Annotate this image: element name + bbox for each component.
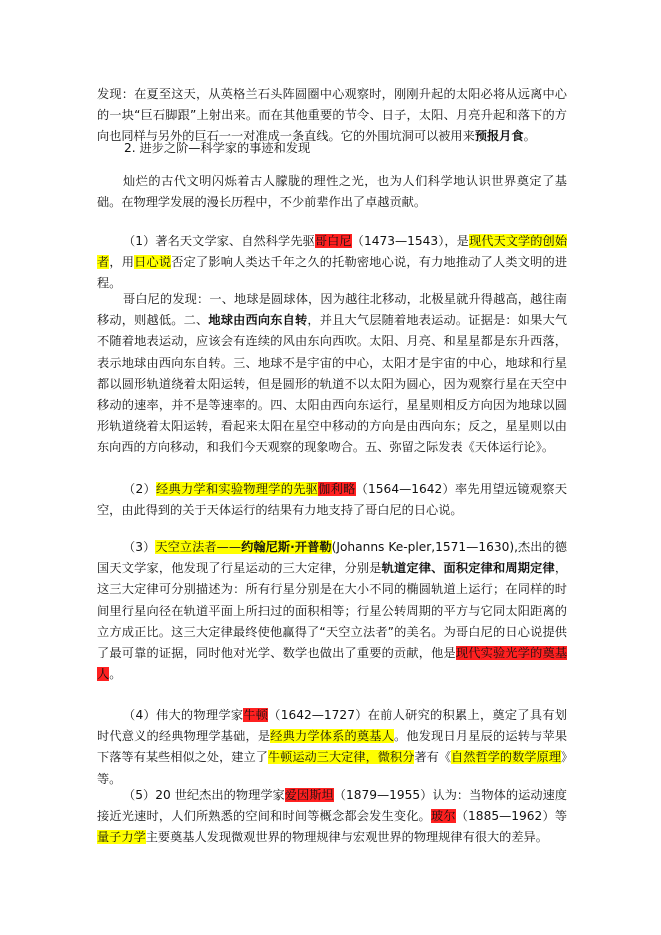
text: （1）著名天文学家、自然科学先驱 bbox=[123, 234, 315, 248]
paragraph-intro: 灿烂的古代文明闪烁着古人朦胧的理性之光，也为人们科学地认识世界奠定了基础。在物理学发展的漫长历程中，不少前辈作出了卓越贡献。 bbox=[97, 174, 567, 210]
text: 否定了影响人类达千年之久的托勒密地心说，有力地推动了人类文明的进程。 bbox=[97, 255, 568, 291]
highlight-red: 牛顿 bbox=[243, 708, 269, 722]
bold-text: 地球由西向东自转 bbox=[208, 313, 308, 328]
text: (Johanns Ke-pler,1571—1630),杰出的德国天文学家，他发现了行星运动的三大定律，分别是 bbox=[97, 540, 567, 576]
highlight-yellow: 量子力学 bbox=[97, 830, 146, 845]
highlight-yellow: 自然哲学的数学原理 bbox=[451, 750, 561, 765]
text: （1885—1962）等 bbox=[455, 809, 568, 824]
text: 著有《 bbox=[414, 750, 452, 765]
paragraph-galileo bbox=[97, 479, 567, 521]
text: （1879—1955）认为：当物体的运动速度接近光速时，人们所熟悉的空间和时间等概念都会发生变化。 bbox=[97, 788, 567, 824]
highlight-yellow: 经典力学和实验物理学的先驱 bbox=[156, 482, 319, 496]
highlight-yellow: 现代天文学的创始者 bbox=[97, 234, 568, 270]
paragraph-newton bbox=[97, 705, 567, 790]
text: （5）20 世纪杰出的物理学家 bbox=[123, 788, 285, 802]
highlight-red: 爱因斯坦 bbox=[284, 788, 334, 802]
bold-text: 轨道定律、面积定律和周期定律 bbox=[381, 561, 555, 576]
section-heading: 2. 进步之阶—科学家的事迹和发现 bbox=[124, 141, 311, 155]
highlight-yellow: 牛顿运动三大定律，微积分 bbox=[267, 750, 415, 765]
text: （2） bbox=[123, 482, 156, 496]
paragraph-copernicus-intro bbox=[97, 231, 567, 295]
text: （4）伟大的物理学家 bbox=[123, 708, 244, 722]
text: （1473—1543），是 bbox=[351, 234, 469, 248]
paragraph-kepler bbox=[97, 537, 567, 685]
text: （1642—1727）在前人研究的积累上，奠定了具有划时代意义的经典物理学基础，是 bbox=[97, 708, 567, 744]
highlight-yellow-bold: 约翰尼斯·开普勒 bbox=[241, 540, 332, 554]
text: （3） bbox=[123, 540, 156, 554]
highlight-red: 哥白尼 bbox=[314, 234, 352, 248]
text: 。 bbox=[523, 129, 536, 144]
paragraph-copernicus-discoveries bbox=[97, 289, 567, 459]
highlight-red: 玻尔 bbox=[430, 809, 456, 824]
text: ，这三大定律可分别描述为：所有行星分别是在大小不同的椭圆轨道上运行；在同样的时间里行星向径在轨道平面上所扫过的面积相等；行星公转周期的平方与它同太阳距离的立方成正比。这三大定律最终使他赢得了“天空立法者”的美名。为哥白尼的日心说提供了最可靠的证据，同时他对光学、数学也做出了重要的贡献，他是 bbox=[97, 561, 568, 661]
text: 。 bbox=[109, 667, 122, 682]
highlight-red: 伽利略 bbox=[318, 482, 356, 496]
highlight-red: 现代实验光学的奠基人 bbox=[97, 646, 568, 682]
text: 》等。 bbox=[97, 750, 568, 786]
text: 哥白尼的发现：一、地球是圆球体，因为越往北移动，北极星就升得越高，越往南移动，则越低。二、 bbox=[97, 292, 567, 328]
text: （1564—1642）率先用望远镜观察天空，由此得到的关于天体运行的结果有力地支持了哥白尼的日心说。 bbox=[97, 482, 568, 518]
highlight-yellow: 经典力学体系的奠基人 bbox=[270, 729, 394, 744]
paragraph-einstein-bohr bbox=[97, 785, 567, 849]
highlight-yellow: 日心说 bbox=[134, 255, 172, 270]
text: 发现：在夏至这天，从英格兰石头阵圆圈中心观察时，刚刚升起的太阳必将从远离中心的一块“巨石脚跟”上射出来。而在其他重要的节令、日子，太阳、月亮升起和落下的方向也同样与另外的巨石一一对准成一条直线。它的外围坑洞可以被用来 bbox=[97, 87, 567, 144]
text: ，并且大气层随着地表运动。证据是：如果大气不随着地表运动，应该会有连续的风由东向西吹。太阳、月亮、和星星都是东升西落，表示地球由西向东自转。三、地球不是宇宙的中心，太阳才是宇宙的中心，地球和行星都以圆形轨道绕着太阳运转，但是圆形的轨道不以太阳为圆心，因为观察行星在天空中移动的速率，并不是等速率的。四、太阳由西向东运行，星星则相反方向因为地球以圆形轨道绕着太阳运转，看起来太阳在星空中移动的方向是由西向东；反之，星星则以由东向西的方向移动，和我们今天观察的现象吻合。五、弥留之际发表《天体运行论》。 bbox=[97, 313, 568, 455]
text: 主要奠基人发现微观世界的物理规律与宏观世界的物理规律有很大的差异。 bbox=[145, 830, 548, 845]
text: 。他发现日月星辰的运转与苹果下落等有某些相似之处，建立了 bbox=[97, 729, 568, 765]
bold-text: 预报月食 bbox=[474, 129, 524, 144]
highlight-yellow: 天空立法者—— bbox=[155, 540, 242, 554]
text: ，用 bbox=[109, 255, 135, 270]
